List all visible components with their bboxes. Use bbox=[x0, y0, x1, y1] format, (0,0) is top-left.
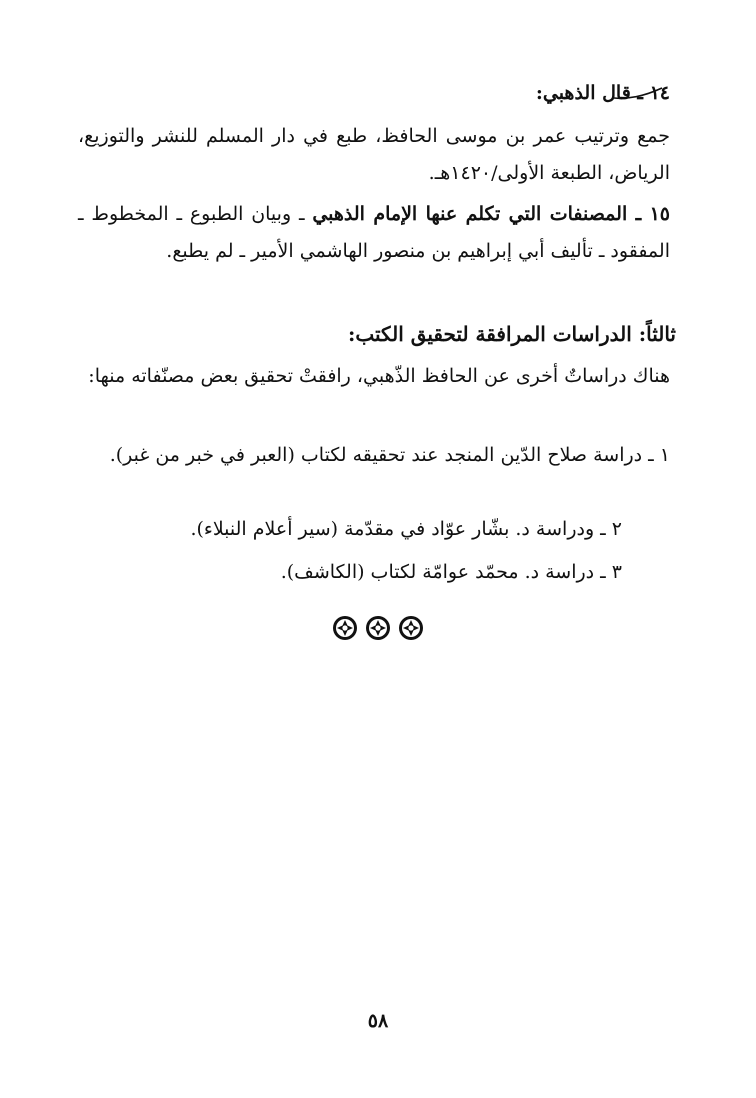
item-14-body: جمع وترتيب عمر بن موسى الحافظ، طبع في دار المسلم للنشر والتوزيع، الرياض، الطبعة الأولى/١٤٢٠هـ. bbox=[78, 125, 670, 184]
section-end-ornaments bbox=[332, 615, 424, 643]
ornament-icon bbox=[365, 615, 391, 641]
item-15-paragraph bbox=[78, 196, 670, 270]
study-item-1: ١ ـ دراسة صلاح الدّين المنجد عند تحقيقه لكتاب (العبر في خبر من غبر). bbox=[109, 444, 670, 466]
section-3-heading: ثالثاً: الدراسات المرافقة لتحقيق الكتب: bbox=[348, 322, 676, 346]
ornament-icon bbox=[332, 615, 358, 641]
item-15-title: ١٥ ـ المصنفات التي تكلم عنها الإمام الذهبي bbox=[312, 203, 670, 225]
ornament-icon bbox=[398, 615, 424, 641]
item-15-body: ـ وبيان الطبوع ـ المخطوط ـ المفقود ـ تأليف أبي إبراهيم بن منصور الهاشمي الأمير ـ لم يطبع. bbox=[78, 203, 670, 262]
study-item-3: ٣ ـ دراسة د. محمّد عوامّة لكتاب (الكاشف). bbox=[280, 561, 622, 583]
page-number: ٥٨ bbox=[367, 1010, 389, 1032]
section-3-intro: هناك دراساتٌ أخرى عن الحافظ الذّهبي، رافقتْ تحقيق بعض مصنّفاته منها: bbox=[88, 365, 670, 387]
item-14-heading: ١٤ ـ قال الذهبي: bbox=[535, 82, 670, 104]
study-item-2: ٢ ـ ودراسة د. بشّار عوّاد في مقدّمة (سير أعلام النبلاء). bbox=[190, 518, 622, 540]
